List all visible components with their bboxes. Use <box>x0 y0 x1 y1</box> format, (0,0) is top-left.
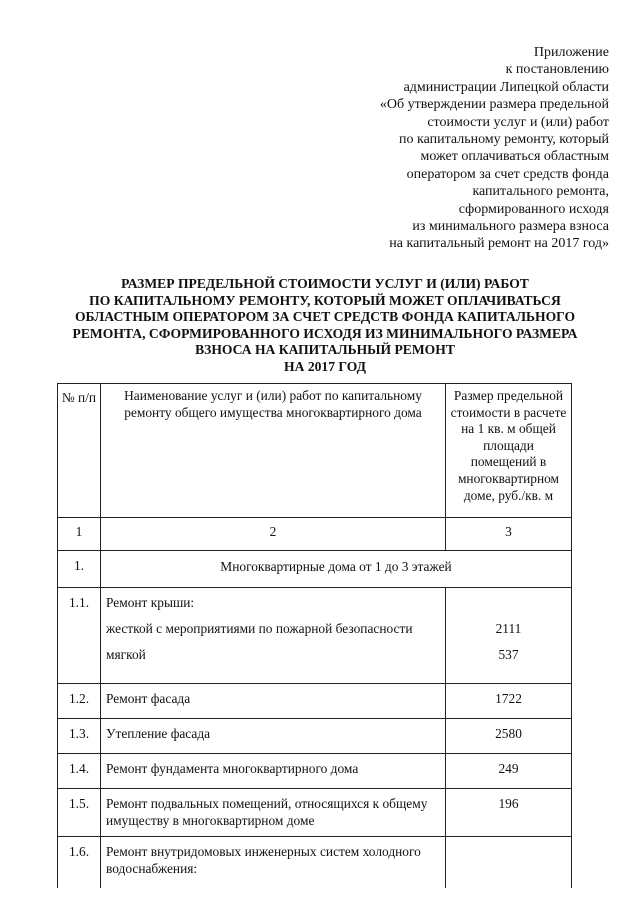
row-name-line: жесткой с мероприятиями по пожарной безопасности <box>106 621 413 636</box>
header-name-line: Наименование услуг и (или) работ по капитальному <box>124 388 422 403</box>
title-line: РАЗМЕР ПРЕДЕЛЬНОЙ СТОИМОСТИ УСЛУГ И (ИЛИ) РАБОТ <box>121 276 529 291</box>
column-index: 1 <box>58 518 101 551</box>
section-label: Многоквартирные дома от 1 до 3 этажей <box>101 551 572 588</box>
appendix-line: из минимального размера взноса <box>412 219 609 235</box>
appendix-line: по капитальному ремонту, который <box>398 132 609 148</box>
title-line: ПО КАПИТАЛЬНОМУ РЕМОНТУ, КОТОРЫЙ МОЖЕТ ОПЛАЧИВАТЬСЯ <box>89 292 561 308</box>
row-name: Ремонт фундамента многоквартирного дома <box>101 754 446 789</box>
table-row <box>58 789 572 837</box>
table-header-row <box>58 384 572 518</box>
row-name: Ремонт фасада <box>101 684 446 719</box>
table-row <box>58 684 572 719</box>
appendix-line: сформированного исходя <box>458 201 609 217</box>
row-value: 1722 <box>446 684 572 719</box>
header-value <box>446 384 572 518</box>
table-row <box>58 837 572 889</box>
row-name <box>101 588 446 684</box>
header-num: № п/п <box>58 384 101 518</box>
table-row <box>58 588 572 684</box>
title-line: ОБЛАСТНЫМ ОПЕРАТОРОМ ЗА СЧЕТ СРЕДСТВ ФОНДА КАПИТАЛЬНОГО <box>74 309 576 325</box>
section-row <box>58 551 572 588</box>
header-value-line: на 1 кв. м общей <box>461 421 556 437</box>
title-line: НА 2017 ГОД <box>284 358 366 374</box>
appendix-line: на капитальный ремонт на 2017 год» <box>389 236 609 252</box>
section-num: 1. <box>58 551 101 588</box>
row-num: 1.5. <box>58 789 101 837</box>
appendix-line: оператором за счет средств фонда <box>406 166 609 182</box>
appendix-line: к постановлению <box>505 62 609 78</box>
header-value-line: стоимости в расчете <box>450 404 567 420</box>
appendix-line: стоимости услуг и (или) работ <box>427 114 609 130</box>
row-name-line: Ремонт крыши: <box>106 595 195 610</box>
row-name-line: водоснабжения: <box>106 860 198 876</box>
row-num: 1.1. <box>58 588 101 684</box>
table-row <box>58 754 572 789</box>
row-value <box>446 588 572 684</box>
row-name: Утепление фасада <box>101 719 446 754</box>
row-value-line: 537 <box>498 647 519 662</box>
row-num: 1.3. <box>58 719 101 754</box>
row-name-line: мягкой <box>106 647 146 662</box>
row-num: 1.2. <box>58 684 101 719</box>
column-index-row <box>58 518 572 551</box>
column-index: 3 <box>446 518 572 551</box>
header-value-line: многоквартирном <box>457 470 560 486</box>
column-index: 2 <box>101 518 446 551</box>
row-name <box>101 837 446 889</box>
header-name <box>101 384 446 518</box>
row-name-line: Ремонт внутридомовых инженерных систем холодного <box>106 844 421 859</box>
appendix-note <box>289 44 609 253</box>
title-line: РЕМОНТА, СФОРМИРОВАННОГО ИСХОДЯ ИЗ МИНИМАЛЬНОГО РАЗМЕРА <box>72 325 578 341</box>
row-value-line: 2111 <box>495 621 522 636</box>
header-value-line: помещений в <box>470 454 547 470</box>
title-line: ВЗНОСА НА КАПИТАЛЬНЫЙ РЕМОНТ <box>195 342 455 358</box>
row-name-line: Ремонт подвальных помещений, относящихся к общему <box>106 796 428 811</box>
row-num: 1.6. <box>58 837 101 889</box>
appendix-line: «Об утверждении размера предельной <box>379 97 609 113</box>
row-name-line: имуществу в многоквартирном доме <box>106 812 315 828</box>
header-value-line: площади <box>483 437 534 453</box>
row-name <box>101 789 446 837</box>
cost-table <box>57 383 572 888</box>
row-value: 2580 <box>446 719 572 754</box>
appendix-line: Приложение <box>533 45 609 60</box>
row-value-line <box>446 595 571 621</box>
row-value: 249 <box>446 754 572 789</box>
appendix-line: администрации Липецкой области <box>403 79 609 95</box>
row-value <box>446 837 572 889</box>
document-title <box>40 276 610 376</box>
header-value-line: Размер предельной <box>453 388 564 403</box>
header-value-line: доме, руб./кв. м <box>463 487 554 503</box>
table-row <box>58 719 572 754</box>
appendix-line: капитального ремонта, <box>472 184 609 200</box>
row-value: 196 <box>446 789 572 837</box>
header-name-line: ремонту общего имущества многоквартирного дома <box>124 404 422 420</box>
appendix-line: может оплачиваться областным <box>420 149 609 165</box>
row-num: 1.4. <box>58 754 101 789</box>
